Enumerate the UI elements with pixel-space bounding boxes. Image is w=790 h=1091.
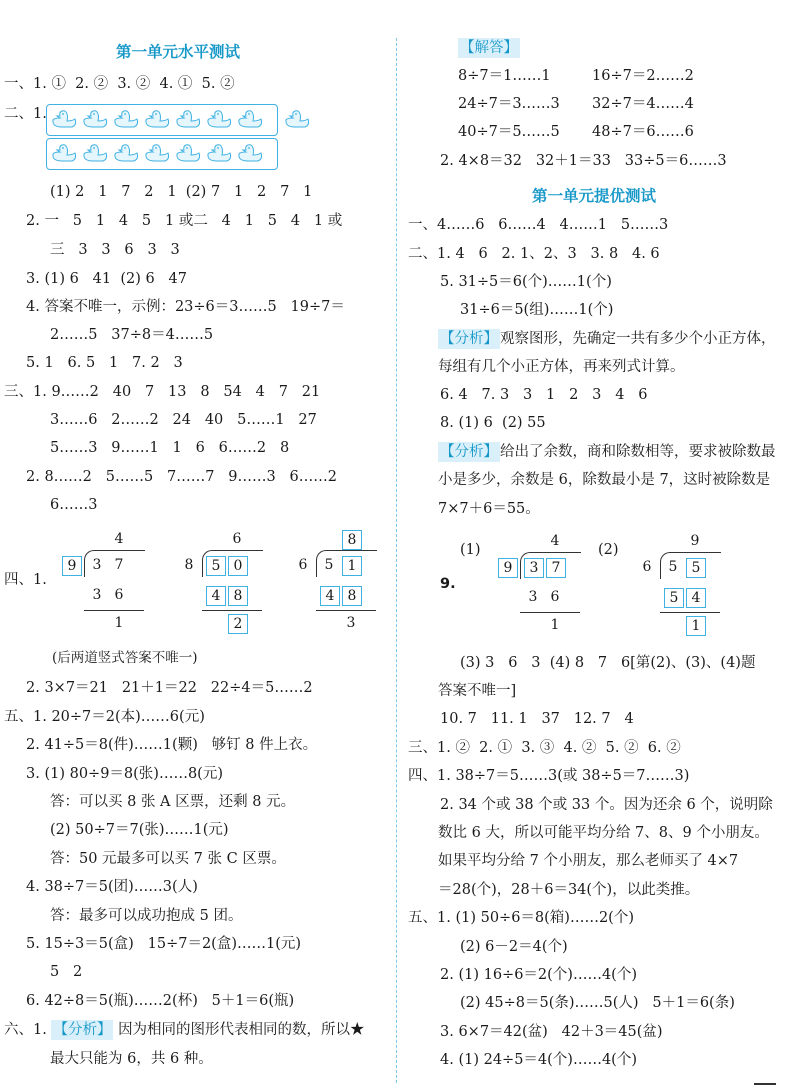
r-line-1: 一、4……6 6……4 4……1 5……3 (408, 217, 669, 233)
r-line-3: 5. 31÷5＝6(个)……1(个) (440, 274, 612, 290)
subtraction-line (316, 610, 376, 611)
l-line-14: 6……3 (50, 497, 98, 513)
q9-sub1: (1) (460, 542, 481, 558)
r-line-24: (2) 45÷8＝5(条)……5(人) 5＋1＝6(条) (460, 995, 735, 1011)
duck-icon (236, 108, 264, 130)
r-line-2: 二、1. 4 6 2. 1、2、3 3. 8 4. 6 (408, 246, 660, 262)
r-line-11: 7×7＋6＝55。 (438, 501, 540, 517)
l-line-11: 3……6 2……2 24 40 5……1 27 (50, 412, 317, 428)
r-line-15: 三、1. ② 2. ① 3. ③ 4. ② 5. ② 6. ② (408, 740, 681, 756)
quotient-digit: 9 (690, 533, 700, 549)
duck-icon (112, 142, 140, 164)
duck-icon (205, 142, 233, 164)
remainder-digit: 2 (228, 614, 248, 634)
r-line-17: 2. 34 个或 38 个或 33 个。因为还余 6 个，说明除 (440, 797, 773, 813)
product-digit: 4 (320, 586, 340, 606)
remainder-digit: 1 (114, 615, 124, 631)
l-line-29 (4, 1020, 365, 1040)
dividend-digit: 0 (228, 556, 248, 576)
r-line-18: 数比 6 大，所以可能平均分给 7、8、9 个小朋友。 (438, 825, 769, 841)
six-prefix: 六、1. (4, 1022, 52, 1038)
duck-icon (236, 142, 264, 164)
column-divider (396, 38, 397, 1083)
duck-icon (143, 108, 171, 130)
product-digit: 4 (686, 588, 706, 608)
quotient-digit: 4 (550, 533, 560, 549)
l-line-12: 5……3 9……1 1 6 6……2 8 (50, 440, 290, 456)
right-title: 第一单元提优测试 (532, 187, 657, 205)
duck-icon (174, 108, 202, 130)
analysis-tag-r2: 【分析】 (440, 444, 498, 460)
remainder-digit: 3 (346, 615, 356, 631)
l-line-26: 5. 15÷3＝5(盒) 15÷7＝2(盒)……1(元) (26, 936, 302, 952)
divisor-digit: 6 (642, 559, 652, 575)
l-line-8: 2……5 37÷8＝4……5 (50, 327, 214, 343)
l-line-18: 五、1. 20÷7＝2(本)……6(元) (4, 709, 205, 725)
dividend-digit: 5 (324, 557, 334, 573)
dividend-digit: 7 (114, 557, 124, 573)
r-line-10: 小是多少，余数是 6，除数最小是 7，这时被除数是 (438, 472, 771, 488)
analysis-text-2: 给出了余数，商和除数相等，要求被除数最 (500, 444, 776, 460)
duck-icon (50, 142, 78, 164)
divisor-digit: 9 (498, 558, 518, 578)
l-line-19: 2. 41÷5＝8(件)……1(颗) 够钉 8 件上衣。 (26, 737, 318, 753)
l-line-5: 三 3 3 6 3 3 (50, 242, 180, 258)
l-line-7: 4. 答案不唯一，示例：23÷6＝3……5 19÷7＝ (26, 299, 345, 315)
remainder-digit: 1 (550, 617, 560, 633)
product-digit: 8 (228, 586, 248, 606)
l-line-6: 3. (1) 6 41 (2) 6 47 (26, 271, 187, 287)
answer-tag-label: 【解答】 (460, 40, 518, 56)
remainder-digit: 1 (686, 616, 706, 636)
page-mark (754, 1083, 776, 1085)
quotient-digit: 6 (232, 531, 242, 547)
duck-icon (112, 108, 140, 130)
divisor-digit: 9 (62, 556, 82, 576)
r-top-1: 8÷7＝1……1 16÷7＝2……2 (458, 68, 694, 84)
product-digit: 3 (528, 589, 538, 605)
l-line-2: 二、1. (4, 106, 47, 122)
dividend-digit: 3 (524, 558, 544, 578)
l-line-23: 答：50 元最多可以买 7 张 C 区票。 (50, 851, 286, 867)
r-line-20: ＝28(个)，28＋6＝34(个)，以此类推。 (438, 882, 700, 898)
l-line-30: 最大只能为 6，共 6 种。 (50, 1051, 213, 1067)
l-line-3: (1) 2 1 7 2 1 (2) 7 1 2 7 1 (50, 184, 313, 200)
r-top-4: 2. 4×8＝32 32＋1＝33 33÷5＝6……3 (440, 153, 727, 169)
subtraction-line (660, 612, 720, 613)
duck-icon (174, 142, 202, 164)
product-digit: 8 (342, 586, 362, 606)
l-line-21: 答：可以买 8 张 A 区票，还剩 8 元。 (50, 794, 296, 810)
q9-sub2: (2) (598, 542, 619, 558)
duck-icon (81, 142, 109, 164)
dividend-digit: 5 (686, 558, 706, 578)
subtraction-line (202, 610, 262, 611)
subtraction-line (520, 612, 580, 613)
r-line-12: (3) 3 6 3 (4) 8 7 6[第(2)、(3)、(4)题 (460, 655, 756, 671)
l-line-24: 4. 38÷7＝5(团)……3(人) (26, 879, 198, 895)
divisor-digit: 8 (184, 557, 194, 573)
r-line-21: 五、1. (1) 50÷6＝8(箱)……2(个) (408, 910, 634, 926)
analysis-text-1: 观察图形，先确定一共有多少个小正方体， (500, 331, 776, 347)
duck-icon (81, 108, 109, 130)
duck-icon (50, 108, 78, 130)
product-digit: 4 (206, 586, 226, 606)
duck-icon (205, 108, 233, 130)
six-text: 因为相同的图形代表相同的数，所以★ (118, 1022, 365, 1038)
l-line-9: 5. 1 6. 5 1 7. 2 3 (26, 355, 183, 371)
r-line-23: 2. (1) 16÷6＝2(个)……4(个) (440, 967, 637, 983)
r-line-4: 31÷6＝5(组)……1(个) (460, 302, 614, 318)
l-line-13: 2. 8……2 5……5 7……7 9……3 6……2 (26, 469, 338, 485)
duck-icon (283, 108, 311, 130)
divisor-digit: 6 (298, 557, 308, 573)
r-line-19: 如果平均分给 7 个小朋友，那么老师买了 4×7 (438, 853, 739, 869)
r-line-22: (2) 6－2＝4(个) (460, 939, 568, 955)
r-line-16: 四、1. 38÷7＝5……3(或 38÷5＝7……3) (408, 768, 690, 784)
r-line-13: 答案不唯一] (438, 683, 517, 699)
r-line-25: 3. 6×7＝42(盆) 42＋3＝45(盆) (440, 1024, 663, 1040)
quotient-digit: 8 (342, 530, 362, 550)
analysis-tag-r1: 【分析】 (440, 331, 498, 347)
r-line-7: 6. 4 7. 3 3 1 2 3 4 6 (440, 387, 648, 403)
l-line-17: 2. 3×7＝21 21＋1＝22 22÷4＝5……2 (26, 680, 313, 696)
l-line-15: 四、1. (4, 572, 47, 588)
q9-label: 9. (440, 576, 456, 592)
l-line-22: (2) 50÷7＝7(张)……1(元) (50, 822, 229, 838)
quotient-digit: 4 (114, 531, 124, 547)
l-line-1: 一、1. ① 2. ② 3. ② 4. ① 5. ② (4, 76, 235, 92)
r-line-5 (438, 329, 776, 349)
l-line-16: (后两道竖式答案不唯一) (52, 650, 198, 666)
subtraction-line (84, 610, 144, 611)
product-digit: 6 (114, 587, 124, 603)
r-line-9 (438, 442, 776, 462)
dividend-digit: 1 (342, 556, 362, 576)
r-top-2: 24÷7＝3……3 32÷7＝4……4 (458, 96, 694, 112)
r-line-26: 4. (1) 24÷5＝4(个)……4(个) (440, 1052, 637, 1068)
analysis-tag-left: 【分析】 (53, 1022, 112, 1038)
dividend-digit: 5 (668, 559, 678, 575)
duck-icon (143, 142, 171, 164)
l-line-27: 5 2 (50, 964, 83, 980)
dividend-digit: 7 (546, 558, 566, 578)
product-digit: 5 (664, 588, 684, 608)
left-title: 第一单元水平测试 (116, 43, 241, 61)
l-line-25: 答：最多可以成功抱成 5 团。 (50, 908, 243, 924)
dividend-digit: 3 (92, 557, 102, 573)
r-line-14: 10. 7 11. 1 37 12. 7 4 (440, 711, 634, 727)
product-digit: 6 (550, 589, 560, 605)
l-line-10: 三、1. 9……2 40 7 13 8 54 4 7 21 (4, 384, 321, 400)
product-digit: 3 (92, 587, 102, 603)
dividend-digit: 5 (206, 556, 226, 576)
r-top-3: 40÷7＝5……5 48÷7＝6……6 (458, 124, 694, 140)
l-line-4: 2. 一 5 1 4 5 1 或二 4 1 5 4 1 或 (26, 213, 343, 229)
r-line-6: 每组有几个小正方体，再来列式计算。 (438, 359, 685, 375)
l-line-20: 3. (1) 80÷9＝8(张)……8(元) (26, 766, 223, 782)
l-line-28: 6. 42÷8＝5(瓶)……2(杯) 5＋1＝6(瓶) (26, 993, 295, 1009)
r-line-8: 8. (1) 6 (2) 55 (440, 415, 546, 431)
answer-tag (458, 38, 520, 58)
